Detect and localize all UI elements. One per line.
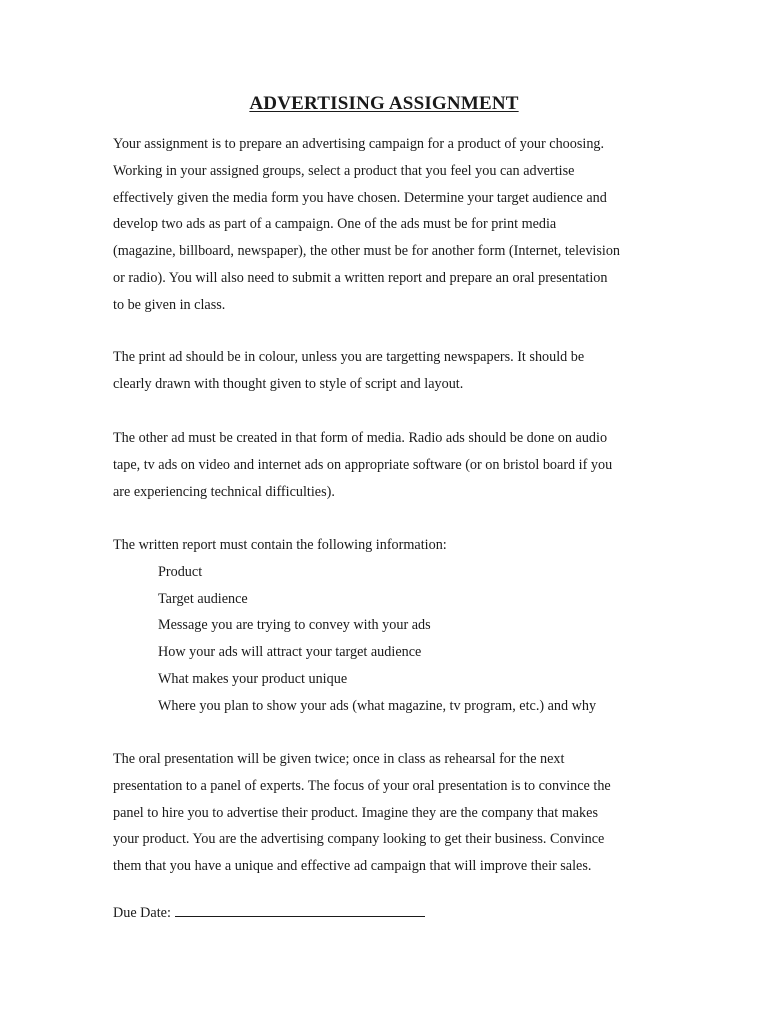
due-date-label: Due Date: bbox=[113, 905, 171, 921]
oral-line: presentation to a panel of experts. The focus of your oral presentation is to convince the bbox=[113, 777, 611, 794]
print-ad-line: The print ad should be in colour, unless you are targetting newspapers. It should be bbox=[113, 349, 585, 365]
due-date-row bbox=[113, 900, 425, 926]
list-item: Message you are trying to convey with your ads bbox=[158, 617, 431, 634]
intro-line: to be given in class. bbox=[113, 296, 226, 313]
oral-line: them that you have a unique and effective ad campaign that will improve their sales. bbox=[113, 858, 592, 875]
print-ad-line: clearly drawn with thought given to style of script and layout. bbox=[113, 375, 464, 392]
report-intro bbox=[113, 532, 673, 559]
oral-line: panel to hire you to advertise their product. Imagine they are the company that makes bbox=[113, 804, 598, 821]
list-item: Where you plan to show your ads (what magazine, tv program, etc.) and why bbox=[158, 697, 597, 714]
oral-line: your product. You are the advertising company looking to get their business. Convince bbox=[113, 831, 605, 848]
intro-line: Working in your assigned groups, select a product that you feel you can advertise bbox=[113, 162, 575, 179]
list-item: What makes your product unique bbox=[158, 670, 348, 687]
report-intro-line: The written report must contain the following information: bbox=[113, 537, 447, 553]
intro-line: develop two ads as part of a campaign. One of the ads must be for print media bbox=[113, 216, 557, 233]
intro-line: Your assignment is to prepare an advertising campaign for a product of your choosing. bbox=[113, 136, 605, 152]
intro-line: or radio). You will also need to submit a written report and prepare an oral presentation bbox=[113, 269, 608, 286]
other-ad-line: are experiencing technical difficulties). bbox=[113, 483, 335, 500]
list-item: How your ads will attract your target audience bbox=[158, 644, 422, 661]
oral-line: The oral presentation will be given twice; once in class as rehearsal for the next bbox=[113, 751, 565, 767]
due-date-blank[interactable] bbox=[175, 902, 425, 917]
print-ad-paragraph bbox=[113, 344, 673, 398]
intro-line: effectively given the media form you have chosen. Determine your target audience and bbox=[113, 189, 607, 206]
intro-line: (magazine, billboard, newspaper), the other must be for another form (Internet, television bbox=[113, 243, 621, 260]
list-item: Product bbox=[158, 564, 203, 580]
other-ad-line: The other ad must be created in that form of media. Radio ads should be done on audio bbox=[113, 430, 608, 446]
oral-presentation-paragraph bbox=[113, 746, 673, 880]
list-item: Target audience bbox=[158, 590, 248, 607]
document-title: ADVERTISING ASSIGNMENT bbox=[249, 93, 519, 114]
other-ad-paragraph bbox=[113, 425, 673, 505]
intro-paragraph bbox=[113, 131, 673, 319]
other-ad-line: tape, tv ads on video and internet ads on appropriate software (or on bristol board if you bbox=[113, 456, 613, 473]
report-items-list bbox=[158, 559, 596, 719]
